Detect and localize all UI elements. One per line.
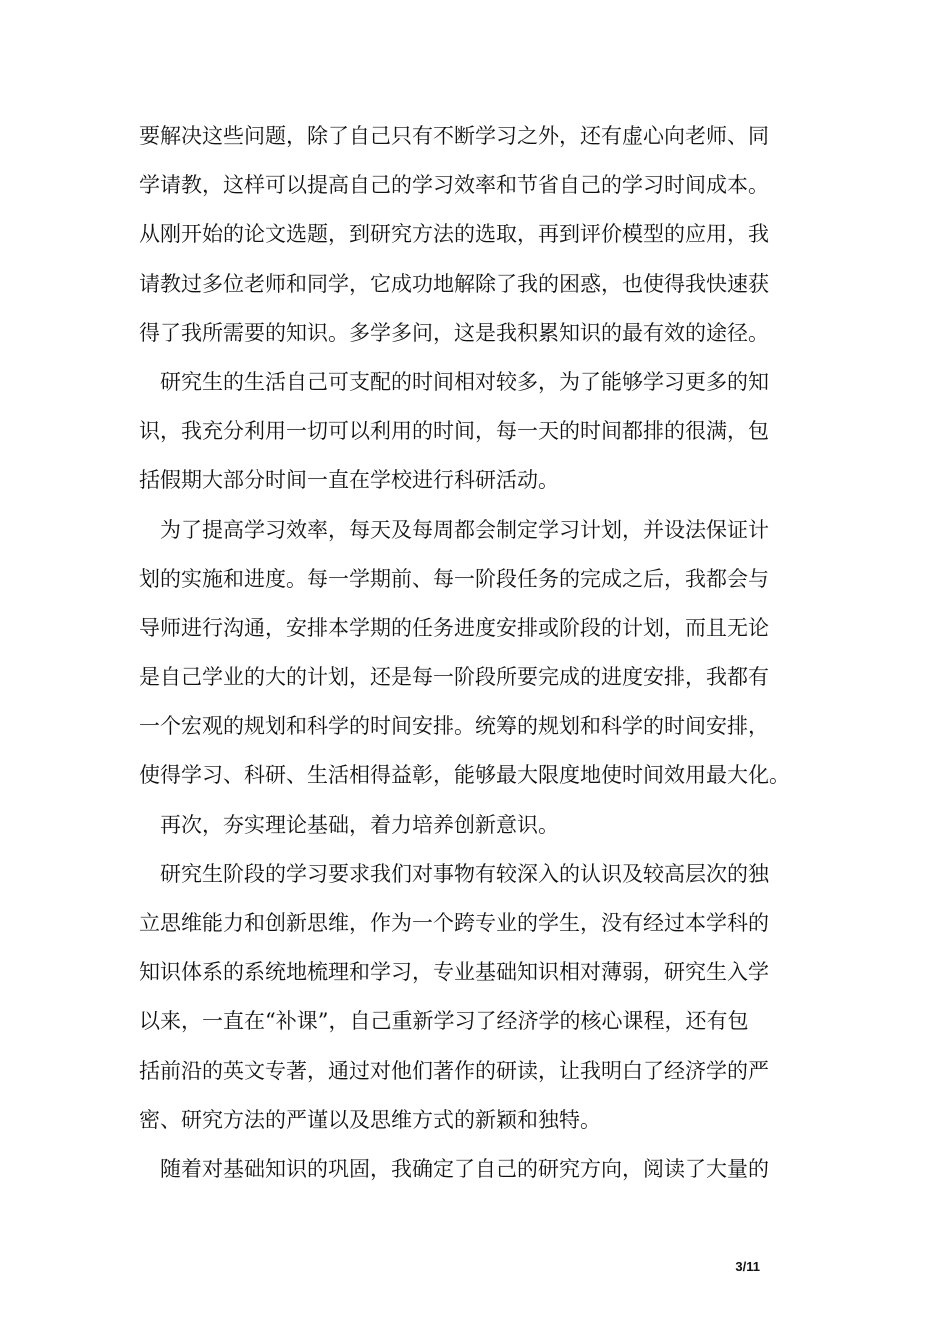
paragraph-start-line: 研究生阶段的学习要求我们对事物有较深入的认识及较高层次的独 <box>160 861 769 886</box>
text-line: 导师进行沟通，安排本学期的任务进度安排或阶段的计划，而且无论 <box>139 615 769 640</box>
text-line: 括前沿的英文专著，通过对他们著作的研读，让我明白了经济学的严 <box>139 1058 769 1083</box>
text-line: 括假期大部分时间一直在学校进行科研活动。 <box>139 468 559 493</box>
section-heading-line: 再次，夯实理论基础，着力培养创新意识。 <box>160 812 559 837</box>
text-line: 识，我充分利用一切可以利用的时间，每一天的时间都排的很满，包 <box>139 419 769 444</box>
text-line: 密、研究方法的严谨以及思维方式的新颖和独特。 <box>139 1107 601 1132</box>
text-line: 从刚开始的论文选题，到研究方法的选取，再到评价模型的应用，我 <box>139 222 769 247</box>
text-line: 一个宏观的规划和科学的时间安排。统筹的规划和科学的时间安排， <box>139 714 769 739</box>
text-line: 要解决这些问题，除了自己只有不断学习之外，还有虚心向老师、同 <box>139 124 769 148</box>
text-line: 划的实施和进度。每一学期前、每一阶段任务的完成之后，我都会与 <box>139 566 769 591</box>
document-body <box>139 112 823 1194</box>
text-line: 知识体系的系统地梳理和学习，专业基础知识相对薄弱，研究生入学 <box>139 960 769 985</box>
text-line: 以来，一直在“补课”，自己重新学习了经济学的核心课程，还有包 <box>139 1009 749 1034</box>
text-line: 得了我所需要的知识。多学多问，这是我积累知识的最有效的途径。 <box>139 320 769 345</box>
text-line: 是自己学业的大的计划，还是每一阶段所要完成的进度安排，我都有 <box>139 665 769 690</box>
text-line: 请教过多位老师和同学，它成功地解除了我的困惑，也使得我快速获 <box>139 271 769 296</box>
paragraph-start-line: 随着对基础知识的巩固，我确定了自己的研究方向，阅读了大量的 <box>160 1156 769 1181</box>
paragraph-start-line: 为了提高学习效率，每天及每周都会制定学习计划，并设法保证计 <box>160 517 769 542</box>
text-line: 立思维能力和创新思维，作为一个跨专业的学生，没有经过本学科的 <box>139 911 769 935</box>
text-line: 学请教，这样可以提高自己的学习效率和节省自己的学习时间成本。 <box>139 173 769 198</box>
page-number: 3/11 <box>735 1259 760 1274</box>
text-line: 使得学习、科研、生活相得益彰，能够最大限度地使时间效用最大化。 <box>139 763 790 788</box>
paragraph-start-line: 研究生的生活自己可支配的时间相对较多，为了能够学习更多的知 <box>160 369 769 394</box>
